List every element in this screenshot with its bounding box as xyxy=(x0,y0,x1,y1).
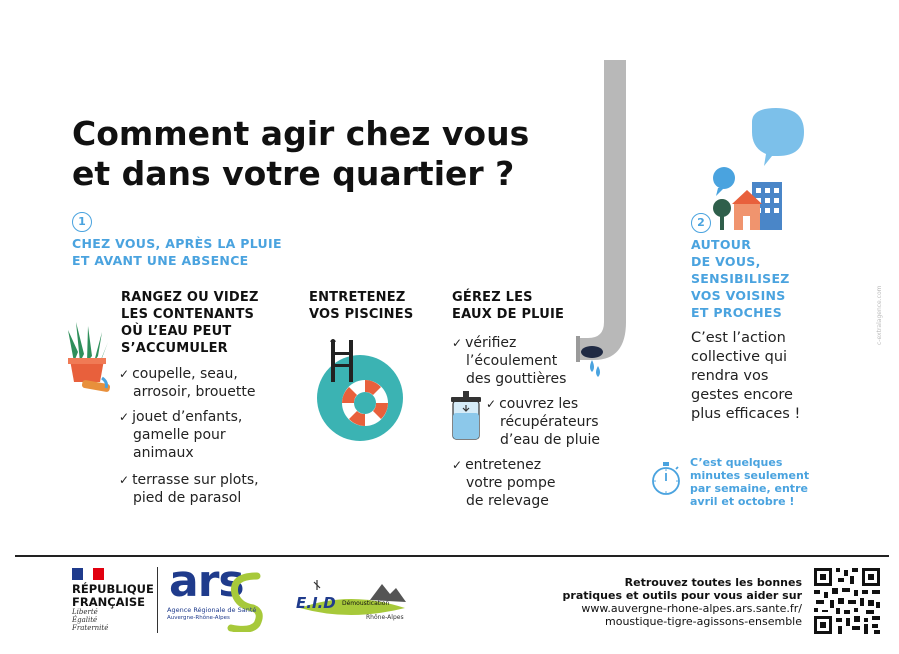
column-1-item-1 xyxy=(119,365,256,401)
stopwatch-icon xyxy=(650,460,682,496)
section-2-heading-line: VOS VOISINS xyxy=(691,288,786,303)
item-text: pied de parasol xyxy=(133,490,242,506)
column-2-heading xyxy=(309,289,413,323)
item-text: jouet d’enfants, xyxy=(132,409,243,425)
item-text: couvrez les xyxy=(499,396,579,412)
check-icon: ✓ xyxy=(452,336,463,350)
check-icon: ✓ xyxy=(119,410,130,424)
section-2-heading-line: AUTOUR xyxy=(691,237,752,252)
pool-lifebuoy-icon xyxy=(305,338,415,442)
footer-cta xyxy=(560,576,802,628)
body-line: plus efficaces ! xyxy=(691,406,801,422)
column-1-heading-line: RANGEZ OU VIDEZ xyxy=(121,290,259,305)
item-text: coupelle, seau, xyxy=(132,366,238,382)
title-line-1: Comment agir chez vous xyxy=(72,114,530,153)
ars-subtitle: Agence Régionale de Santé xyxy=(167,606,257,614)
title-line-2: et dans votre quartier ? xyxy=(72,154,515,193)
item-text: de relevage xyxy=(466,493,549,509)
gutter-pipe-icon xyxy=(572,60,634,380)
rf-line: RÉPUBLIQUE xyxy=(72,582,154,596)
body-line: rendra vos xyxy=(691,368,769,384)
section-1-heading-line-2: ET AVANT UNE ABSENCE xyxy=(72,253,249,268)
timer-note-line: par semaine, entre xyxy=(690,482,808,495)
page-title xyxy=(72,114,592,194)
section-2-number: 2 xyxy=(691,213,711,233)
eid-logo-text: E.I.D xyxy=(296,594,336,612)
item-text: gamelle pour xyxy=(133,427,226,443)
column-1-item-2 xyxy=(119,408,242,462)
water-tank-icon xyxy=(449,391,483,441)
item-text: l’écoulement xyxy=(466,353,558,369)
section-1-heading-line-1: CHEZ VOUS, APRÈS LA PLUIE xyxy=(72,236,282,251)
item-text: animaux xyxy=(133,445,194,461)
section-2-heading-line: SENSIBILISEZ xyxy=(691,271,790,286)
check-icon: ✓ xyxy=(486,397,497,411)
agency-credit: c-extralagence.com xyxy=(876,285,883,345)
column-1-heading-line: OÙ L’EAU PEUT xyxy=(121,324,232,339)
cta-line: pratiques et outils pour vous aider sur xyxy=(562,589,802,602)
column-3-item-1 xyxy=(452,334,566,388)
timer-note-line: C’est quelques xyxy=(690,456,783,469)
column-2-heading-line: ENTRETENEZ xyxy=(309,290,406,305)
timer-note xyxy=(690,456,809,508)
section-1-heading xyxy=(72,235,282,269)
column-3-heading-line: EAUX DE PLUIE xyxy=(452,307,565,322)
ars-logo xyxy=(167,556,267,634)
item-text: entretenez xyxy=(465,457,542,473)
item-text: terrasse sur plots, xyxy=(132,472,259,488)
republic-motto xyxy=(72,608,108,632)
footer-divider xyxy=(15,555,889,557)
neighbours-houses-icon xyxy=(706,108,806,233)
column-1-heading-line: S’ACCUMULER xyxy=(121,341,228,356)
item-text: arrosoir, brouette xyxy=(133,384,256,400)
section-2-heading-line: ET PROCHES xyxy=(691,305,783,320)
cta-line: Retrouvez toutes les bonnes xyxy=(624,576,802,589)
url-line[interactable]: moustique-tigre-agissons-ensemble xyxy=(605,615,802,628)
motto-line: Égalité xyxy=(72,616,98,624)
section-1-number: 1 xyxy=(72,212,92,232)
qr-code-icon[interactable] xyxy=(812,566,882,636)
marianne-flag-icon xyxy=(72,568,104,580)
column-1-heading-line: LES CONTENANTS xyxy=(121,307,255,322)
eid-region: Rhône-Alpes xyxy=(366,614,404,621)
column-1-item-3 xyxy=(119,471,259,507)
column-3-item-3 xyxy=(452,456,555,510)
column-1-heading xyxy=(121,289,259,357)
section-2-heading xyxy=(691,236,790,321)
item-text: vérifiez xyxy=(465,335,517,351)
item-text: votre pompe xyxy=(466,475,556,491)
url-line[interactable]: www.auvergne-rhone-alpes.ars.sante.fr/ xyxy=(581,602,802,615)
body-line: gestes encore xyxy=(691,387,793,403)
eid-logo xyxy=(290,578,410,626)
column-3-heading xyxy=(452,289,564,323)
plant-pot-icon xyxy=(62,322,112,400)
ars-logo-text: ars xyxy=(169,556,244,607)
ars-swoosh-icon xyxy=(227,572,265,632)
rf-line: FRANÇAISE xyxy=(72,595,145,609)
section-2-body xyxy=(691,329,800,424)
body-line: collective qui xyxy=(691,349,788,365)
check-icon: ✓ xyxy=(119,473,130,487)
body-line: C’est l’action xyxy=(691,330,786,346)
eid-sub: Démoustication xyxy=(342,600,390,607)
motto-line: Liberté xyxy=(72,608,98,616)
timer-note-line: avril et octobre ! xyxy=(690,495,795,508)
republique-francaise-logo xyxy=(72,583,154,609)
timer-note-line: minutes seulement xyxy=(690,469,810,482)
footer-separator xyxy=(157,567,158,633)
check-icon: ✓ xyxy=(119,367,130,381)
section-2-heading-line: DE VOUS, xyxy=(691,254,761,269)
item-text: d’eau de pluie xyxy=(500,432,600,448)
ars-region: Auvergne-Rhône-Alpes xyxy=(167,615,230,621)
item-text: récupérateurs xyxy=(500,414,599,430)
item-text: des gouttières xyxy=(466,371,567,387)
column-2-heading-line: VOS PISCINES xyxy=(309,307,414,322)
column-3-heading-line: GÉREZ LES xyxy=(452,290,533,305)
motto-line: Fraternité xyxy=(72,624,109,632)
check-icon: ✓ xyxy=(452,458,463,472)
column-3-item-2 xyxy=(486,395,600,449)
